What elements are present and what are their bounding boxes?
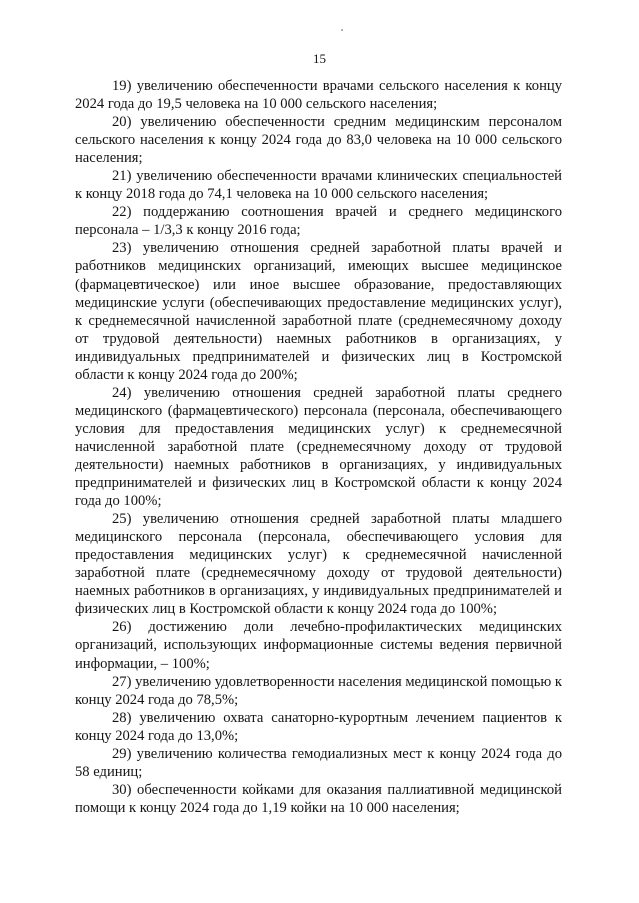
list-item-22: 22) поддержанию соотношения врачей и среднего медицинского персонала – 1/3,3 к концу 2016 года; — [75, 204, 562, 239]
list-item-26: 26) достижению доли лечебно-профилактических медицинских организаций, использующих информационные системы ведения первичной информации, – 100%; — [75, 619, 562, 672]
list-item-28: 28) увеличению охвата санаторно-курортным лечением пациентов к концу 2024 года до 13,0%; — [75, 709, 562, 744]
list-item-20: 20) увеличению обеспеченности средним медицинским персоналом сельского населения к концу 2024 года до 83,0 человека на 10 000 сельского населения; — [75, 114, 562, 167]
list-item-29: 29) увеличению количества гемодиализных мест к концу 2024 года до 58 единиц; — [75, 745, 562, 780]
list-item-27: 27) увеличению удовлетворенности населения медицинской помощью к концу 2024 года до 78,5%; — [75, 673, 562, 708]
page-number: 15 — [313, 51, 326, 66]
list-item-23: 23) увеличению отношения средней заработной платы врачей и работников медицинских организаций, имеющих высшее медицинское (фармацевтическое) или иное высшее образование, предоставляющих медицинские услуги (обеспечивающих предоставление медицинских услуг), к среднемесячной начисленной заработной плате (среднемесячному доходу от трудовой деятельности) наемных работников в организациях, у индивидуальных предпринимателей и физических лиц в Костромской области к концу 2024 года до 200%; — [75, 240, 562, 383]
list-item-24: 24) увеличению отношения средней заработной платы среднего медицинского (фармацевтического) персонала (персонала, обеспечивающего условия для предоставления медицинских услуг) к среднемесячной начисленной заработной плате (среднемесячному доходу от трудовой деятельности) наемных работников в организациях, у индивидуальных предпринимателей и физических лиц в Костромской области к концу 2024 года до 100%; — [75, 384, 562, 510]
scan-dot — [341, 29, 343, 31]
document-body — [75, 77, 562, 817]
list-item-30: 30) обеспеченности койками для оказания паллиативной медицинской помощи к концу 2024 года до 1,19 койки на 10 000 населения; — [75, 781, 562, 816]
list-item-25: 25) увеличению отношения средней заработной платы младшего медицинского персонала (персонала, обеспечивающего условия для предоставления медицинских услуг) к среднемесячной начисленной заработной плате (среднемесячному доходу от трудовой деятельности) наемных работников в организациях, у индивидуальных предпринимателей и физических лиц в Костромской области к концу 2024 года до 100%; — [75, 511, 562, 618]
list-item-21: 21) увеличению обеспеченности врачами клинических специальностей к концу 2018 года до 74,1 человека на 10 000 сельского населения; — [75, 168, 562, 203]
list-item-19: 19) увеличению обеспеченности врачами сельского населения к концу 2024 года до 19,5 человека на 10 000 сельского населения; — [75, 78, 562, 113]
